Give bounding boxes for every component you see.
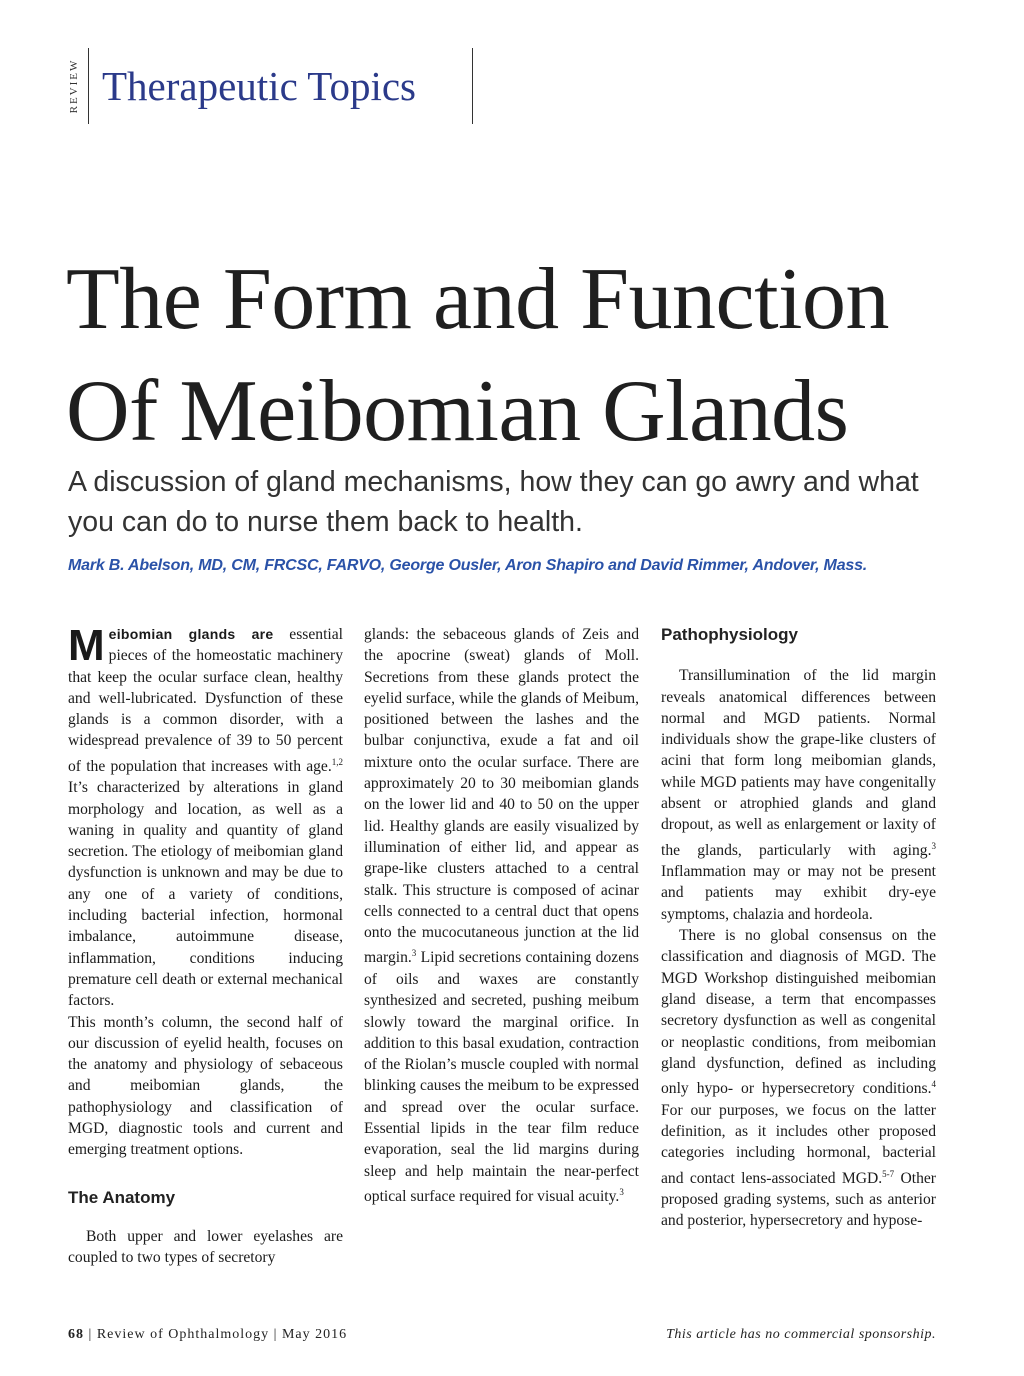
footer-separator: | [88,1327,93,1342]
review-label-text: REVIEW [68,58,80,114]
intro-text: essential pieces of the homeostatic machinery that keep the ocular surface clean, healthy and well-lubricated. Dysfunction of these glands is a common disorder, with a widespread prevalence of 39 to 50 percent of the population that increases with age. [68,626,343,775]
section-title: Therapeutic Topics [102,63,417,109]
citation-ref: 1,2 [331,756,343,767]
citation-ref: 3 [411,948,417,959]
body-paragraph: Both upper and lower eyelashes are coupled to two types of secretory [68,1227,343,1267]
title-line-2: Of Meibomian Glands [66,363,849,460]
citation-ref: 3 [931,840,936,851]
body-paragraph [661,665,936,925]
body-text: Inflammation may or may not be present and patients may exhibit dry-eye symptoms, chalazia and hordeola. [661,863,936,923]
citation-ref: 3 [619,1186,624,1197]
body-column-2 [364,624,639,1207]
body-text: There is no global consensus on the classification and diagnosis of MGD. The MGD Workshop distinguished meibomian gland disease, a term that encompasses secretory dysfunction as well as congenital or neoplastic conditions, from meibomian gland dysfunction, defined as including only hypo- or hypersecretory conditions. [661,927,936,1098]
body-paragraph: This month’s column, the second half of our discussion of eyelid health, focuses on the anatomy and physiology of sebaceous and meibomian glands, the pathophysiology and classification of MGD, diagnostic tools and current and emerging treatment options. [68,1013,343,1159]
body-text: Transillumination of the lid margin reveals anatomical differences between normal and MGD patients. Normal individuals show the grape-like clusters of acini that form long meibomian glands, while MGD patients may have congenitally absent or atrophied glands and gland dropout, as well as enlargement or laxity of the glands, particularly with aging. [661,667,936,859]
title-line-1: The Form and Function [66,251,889,348]
body-text: glands: the sebaceous glands of Zeis and the apocrine (sweat) glands of Moll. Secretions from these glands protect the eyelid surface, while the glands of Meibum, positioned between the lashes and the bulbar conjunctiva, exude a fat and oil mixture onto the ocular surface. There are approximately 20 to 30 meibomian glands on the lower lid and 40 to 50 on the upper lid. Healthy glands are easily visualized by illumination of either lid, and appear as grape-like clusters attached to a central stalk. This structure is composed of acinar cells connected to a central duct that opens onto the mucocutaneous junction at the lid margin. [364,626,639,967]
drop-cap: M [68,621,105,670]
citation-ref: 5-7 [882,1168,895,1179]
header-divider-left [88,48,89,124]
issue-date: May 2016 [281,1327,348,1342]
header-divider-right [472,48,473,124]
body-text: For our purposes, we focus on the latter definition, as it includes other proposed categories including hormonal, bacterial and contact lens-associated MGD. [661,1101,936,1187]
body-paragraph [661,925,936,1232]
article-subtitle: A discussion of gland mechanisms, how they can go awry and what you can do to nurse them back to health. [68,466,919,538]
body-text: Lipid secretions containing dozens of oils and waxes are constantly synthesized and secreted, pushing meibum slowly toward the marginal orifice. In addition to this basal exudation, contraction of the Riolan’s muscle coupled with normal blinking causes the meibum to be expressed and spread over the ocular surface. Essential lipids in the tear film reduce evaporation, seal the lid margins during sleep and help maintain the near-perfect optical surface required for visual acuity. [364,949,639,1206]
body-paragraph [364,624,639,1207]
subhead-anatomy: The Anatomy [68,1187,176,1207]
review-label [64,48,84,124]
body-column-3 [661,624,936,1232]
article-authors: Mark B. Abelson, MD, CM, FRCSC, FARVO, George Ousler, Aron Shapiro and David Rimmer, Andover, Mass. [68,557,868,574]
intro-paragraph [68,621,343,1012]
citation-ref: 4 [931,1079,936,1090]
page-footer [68,1327,347,1343]
sponsorship-note: This article has no commercial sponsorship. [666,1327,936,1342]
subhead-pathophysiology: Pathophysiology [661,625,798,644]
page-number: 68 [68,1327,84,1342]
article-title [66,244,889,468]
footer-separator: | [273,1327,278,1342]
publication-name: Review of Ophthalmology [96,1327,270,1342]
body-text: Other proposed grading systems, such as anterior and posterior, hypersecretory and hypose- [661,1169,936,1230]
lead-in: eibomian glands are [108,626,274,642]
body-column-1 [68,621,343,1269]
intro-text-cont: It’s characterized by alterations in gland morphology and location, as well as a waning in quality and quantity of gland secretion. The etiology of meibomian gland dysfunction is unknown and may be due to any one of a variety of conditions, including bacterial infection, hormonal imbalance, autoimmune disease, inflammation, conditions inducing premature cell death or external mechanical factors. [68,779,343,1010]
